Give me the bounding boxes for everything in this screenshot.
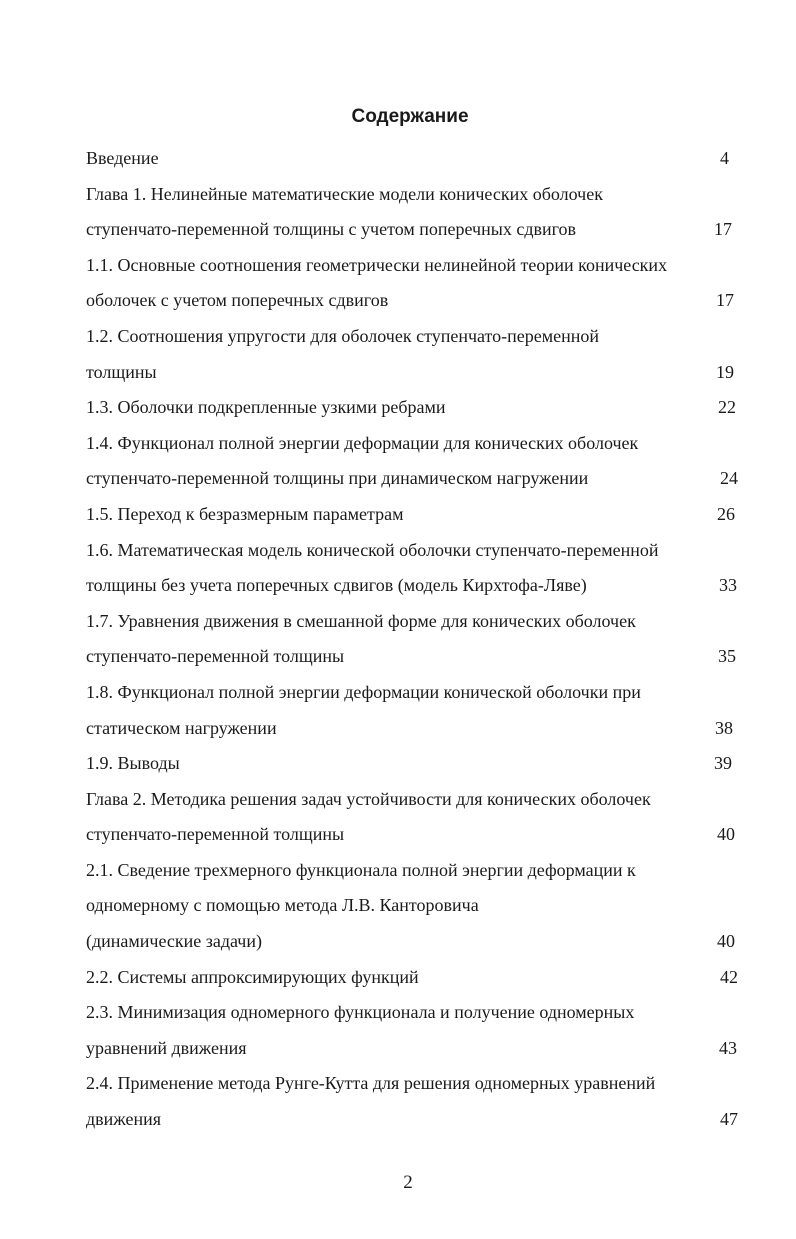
toc-page-number: 38: [715, 717, 733, 738]
toc-page-number: 33: [719, 575, 737, 596]
toc-entry-text: Глава 2. Методика решения задач устойчивости для конических оболочек: [86, 788, 651, 809]
toc-entry-text: 1.7. Уравнения движения в смешанной форме для конических оболочек: [86, 610, 636, 631]
toc-page-number: 17: [716, 290, 734, 311]
toc-entry-text: Глава 1. Нелинейные математические модели конических оболочек: [86, 183, 603, 204]
toc-line: [86, 820, 735, 856]
toc-line: [86, 927, 735, 963]
toc-entry-text: 1.2. Соотношения упругости для оболочек ступенчато-переменной: [86, 325, 600, 346]
toc-line: [86, 393, 736, 429]
toc-entry-text: (динамические задачи): [86, 931, 262, 952]
toc-line: [86, 785, 726, 821]
toc-line: [86, 251, 726, 287]
toc-entry-text: толщины: [86, 361, 157, 382]
toc-page-number: 17: [714, 219, 732, 240]
toc-entry-text: толщины без учета поперечных сдвигов (модель Кирхтофа-Ляве): [86, 575, 587, 596]
toc-line: [86, 678, 726, 714]
toc-line: [86, 1034, 737, 1070]
toc-line: [86, 571, 737, 607]
toc-entry-text: 2.3. Минимизация одномерного функционала и получение одномерных: [86, 1002, 635, 1023]
toc-entry-text: 1.9. Выводы: [86, 753, 180, 774]
toc-entry-text: 1.1. Основные соотношения геометрически нелинейной теории конических: [86, 254, 668, 275]
toc-entry-text: 1.8. Функционал полной энергии деформации конической оболочки при: [86, 681, 641, 702]
toc-entry-text: 2.2. Системы аппроксимирующих функций: [86, 966, 419, 987]
toc-page-number: 22: [718, 397, 736, 418]
toc-line: [86, 322, 726, 358]
toc-entry-text: уравнений движения: [86, 1037, 247, 1058]
toc-page-number: 35: [718, 646, 736, 667]
toc-entry-text: 1.4. Функционал полной энергии деформации для конических оболочек: [86, 432, 639, 453]
page-title: Содержание: [351, 106, 469, 127]
toc-entry-text: движения: [86, 1109, 162, 1130]
toc-line: [86, 1069, 726, 1105]
toc-page-number: 47: [720, 1109, 738, 1130]
toc-line: [86, 144, 729, 180]
toc-line: [86, 429, 726, 465]
toc-line: [86, 856, 726, 892]
toc-entry-text: ступенчато-переменной толщины при динамическом нагружении: [86, 468, 589, 489]
toc-line: [86, 358, 734, 394]
toc-line: [86, 607, 726, 643]
toc-line: [86, 500, 735, 536]
toc-entry-text: ступенчато-переменной толщины: [86, 824, 345, 845]
toc-page-number: 19: [716, 361, 734, 382]
toc-line: [86, 642, 736, 678]
toc-line: [86, 215, 732, 251]
toc-entry-text: 2.4. Применение метода Рунге-Кутта для решения одномерных уравнений: [86, 1073, 656, 1094]
toc-entry-text: ступенчато-переменной толщины с учетом поперечных сдвигов: [86, 219, 577, 240]
toc-line: [86, 714, 733, 750]
toc-entry-text: 2.1. Сведение трехмерного функционала полной энергии деформации к: [86, 859, 636, 880]
toc-line: [86, 536, 726, 572]
toc-entry-text: одномерному с помощью метода Л.В. Канторовича: [86, 895, 479, 916]
toc-entry-text: статическом нагружении: [86, 717, 277, 738]
table-of-contents: [86, 144, 738, 1141]
toc-line: [86, 180, 726, 216]
toc-line: [86, 998, 726, 1034]
toc-line: [86, 891, 726, 927]
toc-line: [86, 464, 738, 500]
page-number: 2: [403, 1172, 413, 1193]
toc-line: [86, 749, 732, 785]
toc-page-number: 40: [717, 824, 735, 845]
toc-entry-text: оболочек с учетом поперечных сдвигов: [86, 290, 389, 311]
toc-entry-text: ступенчато-переменной толщины: [86, 646, 345, 667]
toc-entry-text: 1.3. Оболочки подкрепленные узкими ребрами: [86, 397, 446, 418]
toc-line: [86, 286, 734, 322]
toc-entry-text: 1.5. Переход к безразмерным параметрам: [86, 503, 404, 524]
toc-page-number: 24: [720, 468, 738, 489]
toc-page-number: 4: [720, 148, 729, 168]
toc-entry-text: 1.6. Математическая модель конической оболочки ступенчато-переменной: [86, 539, 659, 560]
toc-line: [86, 1105, 738, 1141]
toc-entry-text: Введение: [86, 148, 159, 168]
toc-page-number: 39: [714, 753, 732, 774]
toc-line: [86, 963, 738, 999]
toc-page-number: 43: [719, 1037, 737, 1058]
toc-page-number: 42: [720, 966, 738, 987]
toc-page-number: 40: [717, 931, 735, 952]
toc-page-number: 26: [717, 503, 735, 524]
